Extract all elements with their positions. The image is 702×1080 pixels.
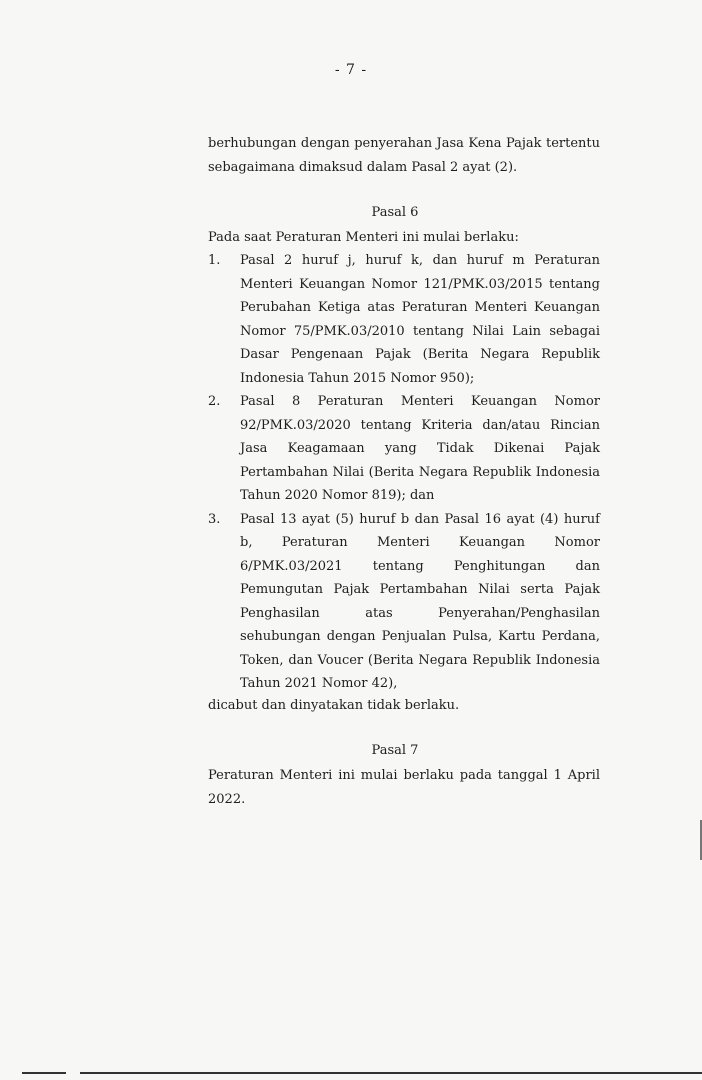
pasal-6-list [208,249,600,696]
page-number: - 7 - [334,62,368,78]
pasal-6-heading: Pasal 6 [371,205,419,220]
list-item-text: Pasal 2 huruf j, huruf k, dan huruf m Peraturan Menteri Keuangan Nomor 121/PMK.03/2015 tentang Perubahan Ketiga atas Peraturan Menteri Keuangan Nomor 75/PMK.03/2010 tentang Nilai Lain sebagai Dasar Pengenaan Pajak (Berita Negara Republik Indonesia Tahun 2015 Nomor 950); [240,253,600,386]
footer-rule-left [22,1072,66,1074]
pasal-6-lead: Pada saat Peraturan Menteri ini mulai berlaku: [208,230,519,245]
list-item [208,508,600,696]
pasal-7-heading: Pasal 7 [371,743,419,758]
list-item [208,249,600,390]
list-item [208,390,600,508]
pasal-7-text: Peraturan Menteri ini mulai berlaku pada tanggal 1 April 2022. [208,768,600,807]
list-item-number: 2. [208,394,221,409]
list-item-number: 3. [208,511,221,527]
footer-rule [80,1072,702,1074]
intro-paragraph: berhubungan dengan penyerahan Jasa Kena Pajak tertentu sebagaimana dimaksud dalam Pasal 2 ayat (2). [208,136,600,175]
pasal-6-closing: dicabut dan dinyatakan tidak berlaku. [208,698,460,713]
list-item-text: Pasal 8 Peraturan Menteri Keuangan Nomor 92/PMK.03/2020 tentang Kriteria dan/atau Rincian Jasa Keagamaan yang Tidak Dikenai Pajak Pertambahan Nilai (Berita Negara Republik Indonesia Tahun 2020 Nomor 819); dan [240,394,600,503]
list-item-text: Pasal 13 ayat (5) huruf b dan Pasal 16 ayat (4) huruf b, Peraturan Menteri Keuangan Nomor 6/PMK.03/2021 tentang Penghitungan dan Pemungutan Pajak Pertambahan Nilai serta Pajak Penghasilan atas Penyerahan/Penghasilan sehubungan dengan Penjualan Pulsa, Kartu Perdana, Token, dan Voucer (Berita Negara Republik Indonesia Tahun 2021 Nomor 42), [240,511,600,691]
list-item-number: 1. [208,253,221,268]
